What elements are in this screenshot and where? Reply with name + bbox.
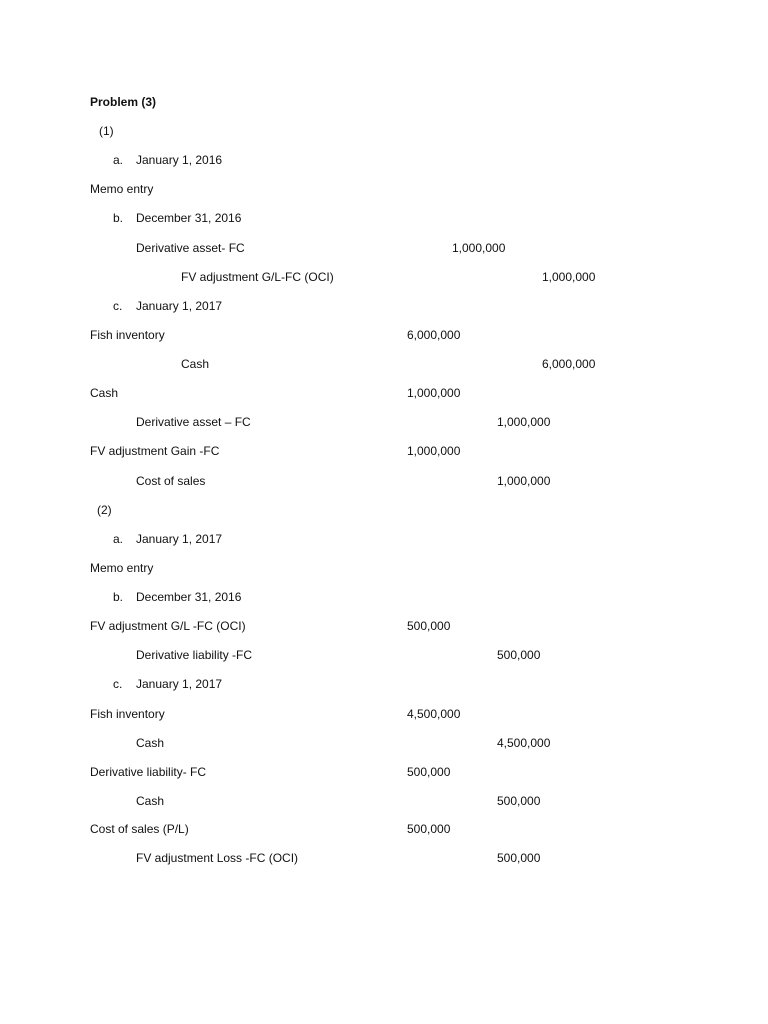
part-1-b-debit-amount: 1,000,000: [452, 241, 506, 255]
part-1-a-date: January 1, 2016: [136, 153, 223, 167]
part-2-b-credit-amount: 500,000: [497, 648, 541, 662]
part-2-c-entry2-credit-amount: 500,000: [497, 794, 541, 808]
part-2-c-entry3-credit-account: FV adjustment Loss -FC (OCI): [136, 851, 299, 865]
part-2-c-entry2-debit-amount: 500,000: [407, 765, 451, 779]
problem-title: Problem (3): [90, 95, 157, 109]
part-2-c-entry3-credit-amount: 500,000: [497, 851, 541, 865]
part-1-c-entry3-debit-amount: 1,000,000: [407, 444, 461, 458]
part-1-b-date: December 31, 2016: [136, 211, 242, 225]
part-2-c-entry2-credit-account: Cash: [136, 794, 165, 808]
part-2-c-entry1-credit-account: Cash: [136, 736, 165, 750]
part-1-c-entry1-debit-account: Fish inventory: [90, 328, 165, 342]
part-1-c-entry1-credit-amount: 6,000,000: [542, 357, 596, 371]
part-2-c-date: January 1, 2017: [136, 677, 223, 691]
part-1-label: (1): [99, 124, 114, 138]
part-1-c-entry2-debit-account: Cash: [90, 386, 119, 400]
part-2-b-letter: b.: [113, 590, 124, 604]
part-2-a-memo: Memo entry: [90, 561, 154, 575]
part-2-c-entry2-debit-account: Derivative liability- FC: [90, 765, 207, 779]
part-2-c-entry3-debit-amount: 500,000: [407, 822, 451, 836]
part-1-b-letter: b.: [113, 211, 124, 225]
part-1-b-credit-account: FV adjustment G/L-FC (OCI): [181, 270, 334, 284]
part-1-c-entry3-credit-amount: 1,000,000: [497, 474, 551, 488]
part-2-c-entry3-debit-account: Cost of sales (P/L): [90, 822, 189, 836]
part-1-a-memo: Memo entry: [90, 182, 154, 196]
part-2-c-entry1-credit-amount: 4,500,000: [497, 736, 551, 750]
part-1-c-entry3-credit-account: Cost of sales: [136, 474, 206, 488]
part-2-b-date: December 31, 2016: [136, 590, 242, 604]
part-2-c-entry1-debit-account: Fish inventory: [90, 707, 165, 721]
part-2-c-letter: c.: [113, 677, 123, 691]
part-1-b-debit-account: Derivative asset- FC: [136, 241, 245, 255]
part-1-c-date: January 1, 2017: [136, 299, 223, 313]
part-1-c-entry2-credit-account: Derivative asset – FC: [136, 415, 251, 429]
part-2-c-entry1-debit-amount: 4,500,000: [407, 707, 461, 721]
part-1-b-credit-amount: 1,000,000: [542, 270, 596, 284]
part-1-c-entry2-debit-amount: 1,000,000: [407, 386, 461, 400]
part-1-c-entry3-debit-account: FV adjustment Gain -FC: [90, 444, 220, 458]
part-2-b-debit-account: FV adjustment G/L -FC (OCI): [90, 619, 246, 633]
part-2-b-credit-account: Derivative liability -FC: [136, 648, 253, 662]
part-1-c-entry2-credit-amount: 1,000,000: [497, 415, 551, 429]
part-2-a-date: January 1, 2017: [136, 532, 223, 546]
part-1-c-entry1-debit-amount: 6,000,000: [407, 328, 461, 342]
part-1-c-entry1-credit-account: Cash: [181, 357, 210, 371]
part-2-b-debit-amount: 500,000: [407, 619, 451, 633]
part-2-a-letter: a.: [113, 532, 124, 546]
part-1-a-letter: a.: [113, 153, 124, 167]
part-1-c-letter: c.: [113, 299, 123, 313]
part-2-label: (2): [97, 503, 112, 517]
